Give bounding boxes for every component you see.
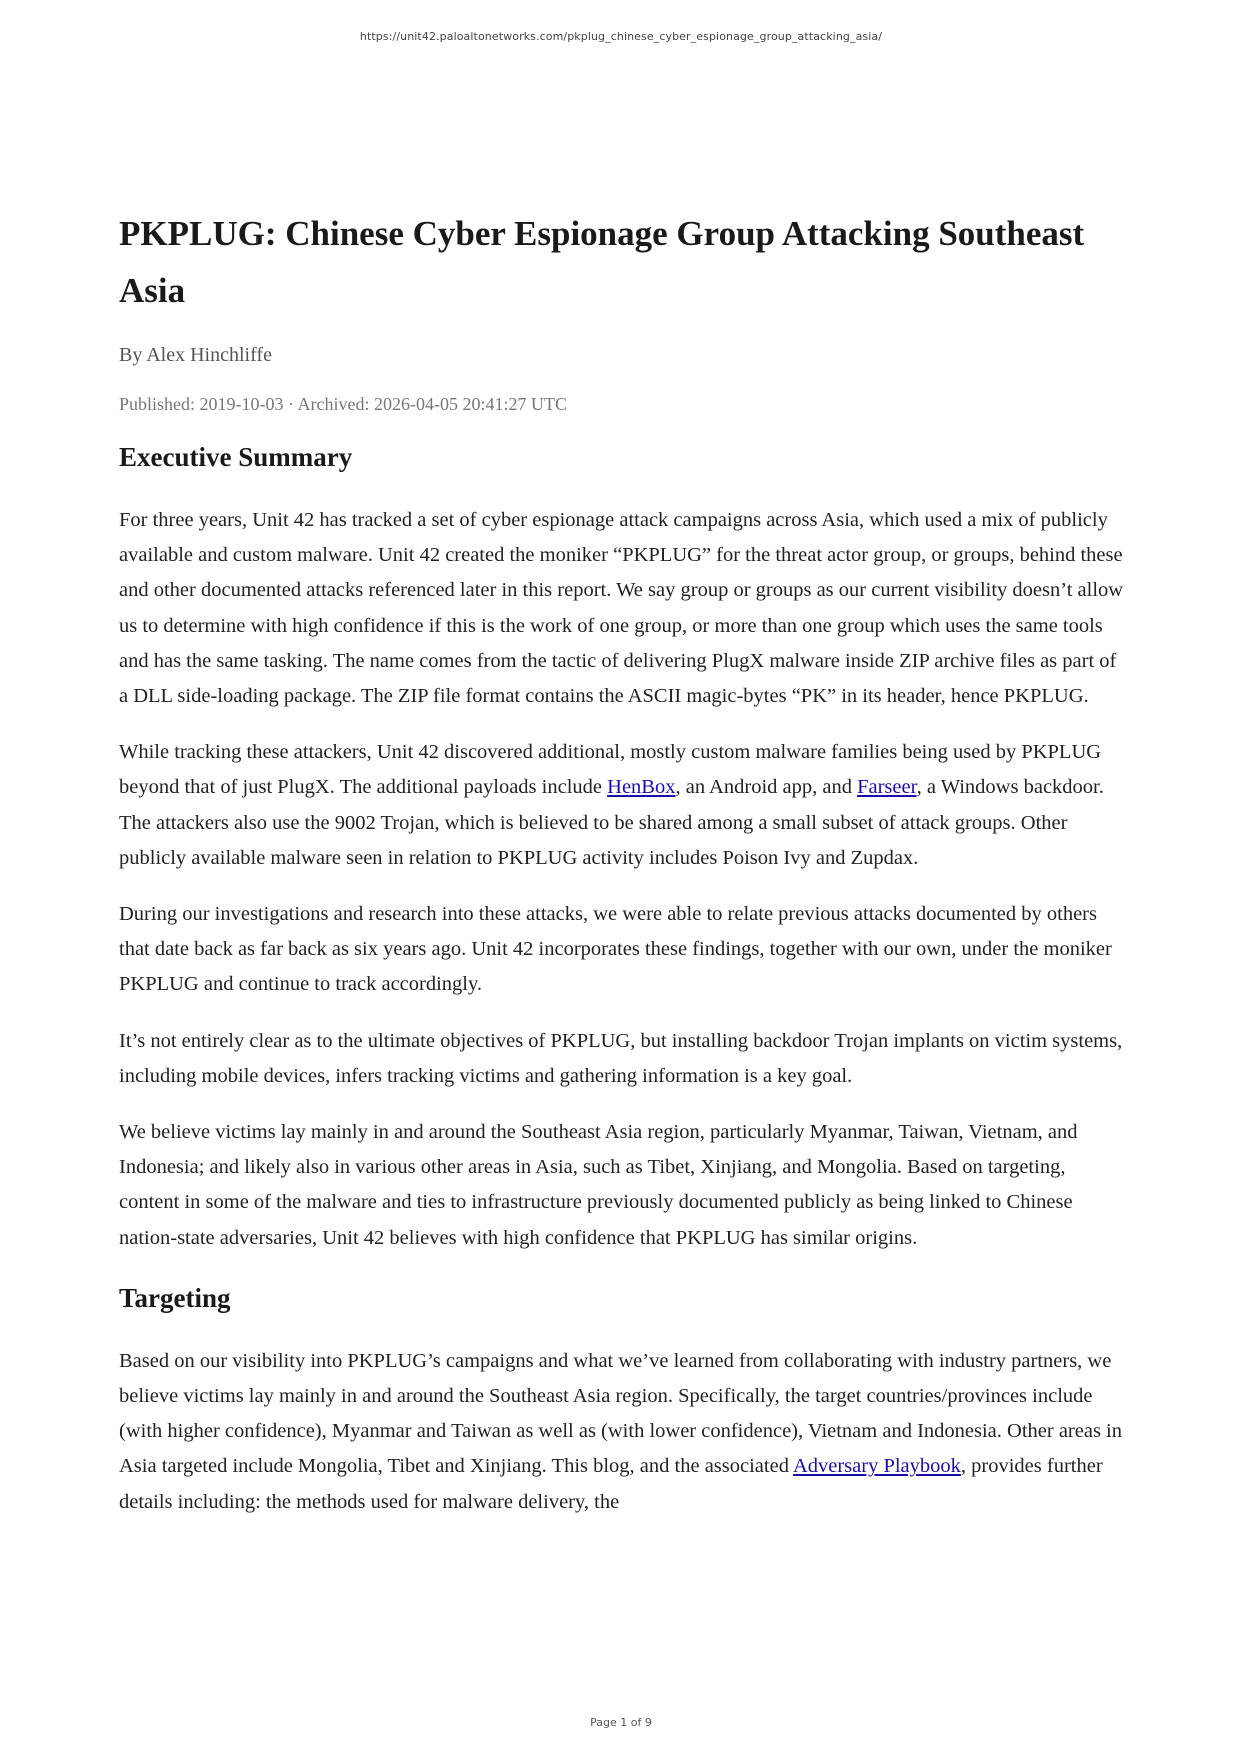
paragraph-text: , a Windows backdoor. The attackers also use the 9002 Trojan, which is believed to be shared among a small subset of attack groups. Other publicly available malware seen in relation to PKPLUG activity includes Poison Ivy and Zupdax. [119,776,1104,869]
article [119,205,1124,1541]
adversary-playbook-link[interactable]: Adversary Playbook [792,1455,961,1478]
paragraph-text: Based on our visibility into PKPLUG’s campaigns and what we’ve learned from collaborating with industry partners, we believe victims lay mainly in and around the Southeast Asia region. Specifically, the target countries/provinces include (with higher confidence), Myanmar and Taiwan as well as (with lower confidence), Vietnam and Indonesia. Other areas in Asia targeted include Mongolia, Tibet and Xinjiang. This blog, and the associated [119,1349,1122,1478]
section-heading: Executive Summary [119,442,353,472]
section-targeting [119,1280,1124,1520]
henbox-link[interactable]: HenBox [607,776,676,799]
paragraph-text: , an Android app, and [675,776,858,799]
paragraph: We believe victims lay mainly in and around the Southeast Asia region, particularly Myanmar, Taiwan, Vietnam, and Indonesia; and likely also in various other areas in Asia, such as Tibet, Xinjiang, and Mongolia. Based on targeting, content in some of the malware and ties to infrastructure previously documented publicly as being linked to Chinese nation-state adversaries, Unit 42 believes with high confidence that PKPLUG has similar origins. [119,1121,1078,1249]
paragraph-text: While tracking these attackers, Unit 42 discovered additional, mostly custom malware families being used by PKPLUG beyond that of just PlugX. The additional payloads include [119,741,1102,799]
article-title: PKPLUG: Chinese Cyber Espionage Group Attacking Southeast Asia [119,214,1085,310]
farseer-link[interactable]: Farseer [857,776,917,799]
paragraph-text: , provides further details including: the methods used for malware delivery, the [119,1455,1103,1513]
paragraph: During our investigations and research into these attacks, we were able to relate previous attacks documented by others that date back as far back as six years ago. Unit 42 incorporates these findings, together with our own, under the moniker PKPLUG and continue to track accordingly. [119,903,1112,996]
paragraph [119,735,1124,876]
page-number: Page 1 of 9 [590,1716,652,1729]
paragraph: For three years, Unit 42 has tracked a set of cyber espionage attack campaigns across Asia, which used a mix of publicly available and custom malware. Unit 42 created the moniker “PKPLUG” for the threat actor group, or groups, behind these and other documented attacks referenced later in this report. We say group or groups as our current visibility doesn’t allow us to determine with high confidence if this is the work of one group, or more than one group which uses the same tools and has the same tasking. The name comes from the tactic of delivering PlugX malware inside ZIP archive files as part of a DLL side-loading package. The ZIP file format contains the ASCII magic-bytes “PK” in its header, hence PKPLUG. [119,509,1124,708]
article-byline: By Alex Hinchliffe [119,344,272,366]
article-publish-meta: Published: 2019-10-03 · Archived: 2026-04-05 20:41:27 UTC [119,394,567,414]
section-executive-summary [119,439,1124,1256]
section-heading: Targeting [119,1282,231,1313]
paragraph: It’s not entirely clear as to the ultimate objectives of PKPLUG, but installing backdoor Trojan implants on victim systems, including mobile devices, infers tracking victims and gathering information is a key goal. [119,1029,1123,1087]
paragraph [119,1344,1124,1520]
page-url-header: https://unit42.paloaltonetworks.com/pkplug_chinese_cyber_espionage_group_attacking_asia/ [359,30,883,43]
